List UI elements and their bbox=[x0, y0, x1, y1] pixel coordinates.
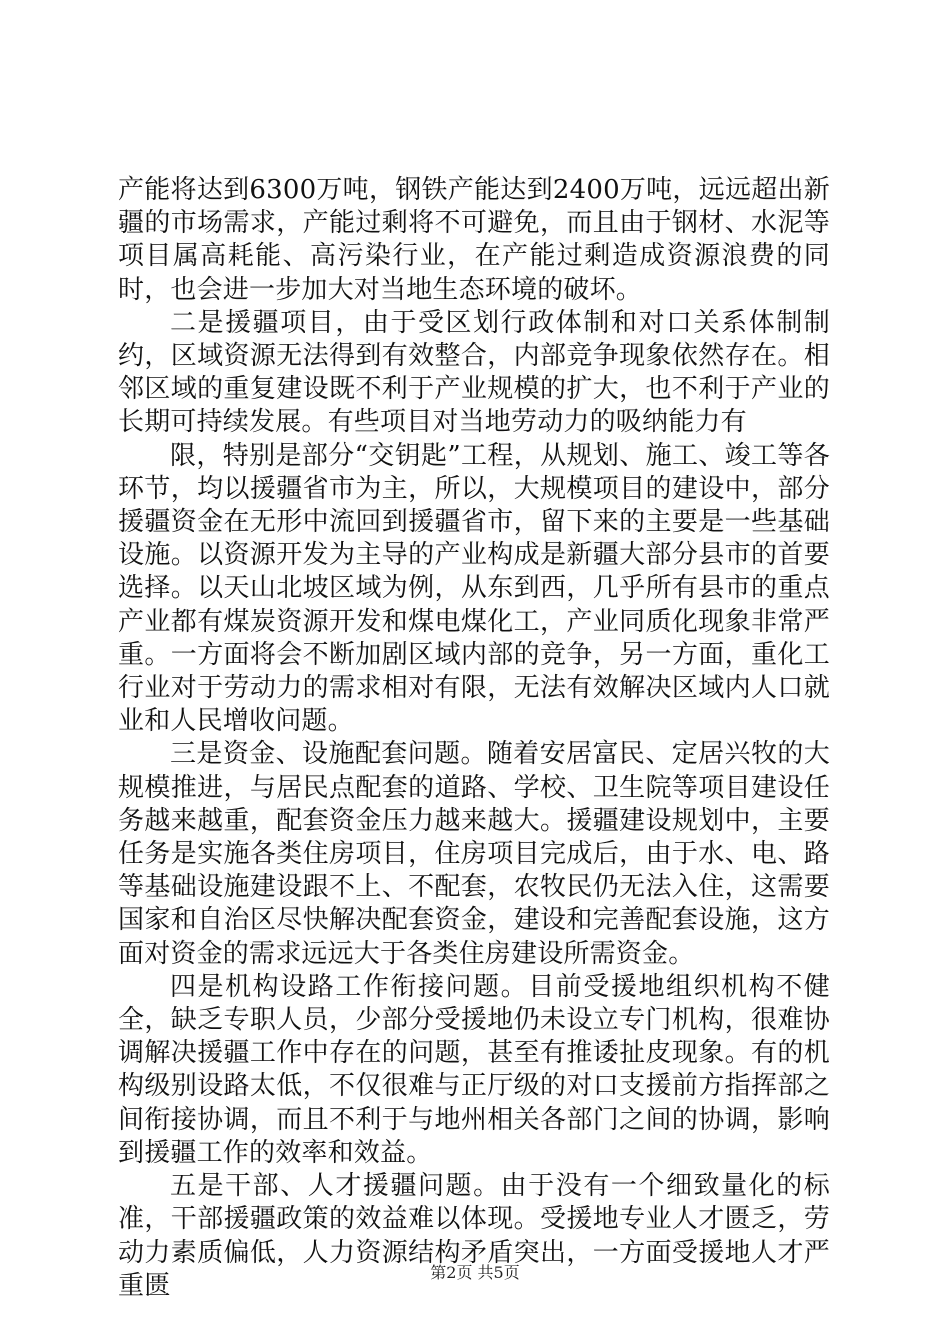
paragraph-continuation: 产能将达到6300万吨，钢铁产能达到2400万吨，远远超出新疆的市场需求，产能过剩将不可避免，而且由于钢材、水泥等项目属高耗能、高污染行业，在产能过剩造成资源浪费的同时，也会进一步加大对当地生态环境的破坏。 bbox=[118, 175, 830, 305]
paragraph-point-three: 三是资金、设施配套问题。随着安居富民、定居兴牧的大规模推进，与居民点配套的道路、学校、卫生院等项目建设任务越来越重，配套资金压力越来越大。援疆建设规划中，主要任务是实施各类住房项目，住房项目完成后，由于水、电、路等基础设施建设跟不上、不配套，农牧民仍无法入住，这需要国家和自治区尽快解决配套资金，建设和完善配套设施，这方面对资金的需求远远大于各类住房建设所需资金。 bbox=[118, 739, 830, 969]
page-number-footer: 第2页 共5页 bbox=[430, 1263, 520, 1282]
document-body bbox=[118, 174, 830, 1303]
paragraph-point-two-continued: 限，特别是部分“交钥匙”工程，从规划、施工、竣工等各环节，均以援疆省市为主，所以，大规模项目的建设中，部分援疆资金在无形中流回到援疆省市，留下来的主要是一些基础设施。以资源开发为主导的产业构成是新疆大部分县市的首要选择。以天山北坡区域为例，从东到西，几乎所有县市的重点产业都有煤炭资源开发和煤电煤化工，产业同质化现象非常严重。一方面将会不断加剧区域内部的竞争，另一方面，重化工行业对于劳动力的需求相对有限，无法有效解决区域内人口就业和人民增收问题。 bbox=[118, 440, 830, 737]
paragraph-point-two: 二是援疆项目，由于受区划行政体制和对口关系体制制约，区域资源无法得到有效整合，内部竞争现象依然存在。相邻区域的重复建设既不利于产业规模的扩大，也不利于产业的长期可持续发展。有些项目对当地劳动力的吸纳能力有 bbox=[118, 307, 830, 438]
paragraph-point-four: 四是机构设路工作衔接问题。目前受援地组织机构不健全，缺乏专职人员，少部分受援地仍未设立专门机构，很难协调解决援疆工作中存在的问题，甚至有推诿扯皮现象。有的机构级别设路太低，不仅很难与正厅级的对口支援前方指挥部之间衔接协调，而且不利于与地州相关各部门之间的协调，影响到援疆工作的效率和效益。 bbox=[118, 971, 830, 1168]
paragraph-point-five: 五是干部、人才援疆问题。由于没有一个细致量化的标准，干部援疆政策的效益难以体现。受援地专业人才匮乏，劳动力素质偏低，人力资源结构矛盾突出，一方面受援地人才严重匮 bbox=[118, 1171, 830, 1301]
